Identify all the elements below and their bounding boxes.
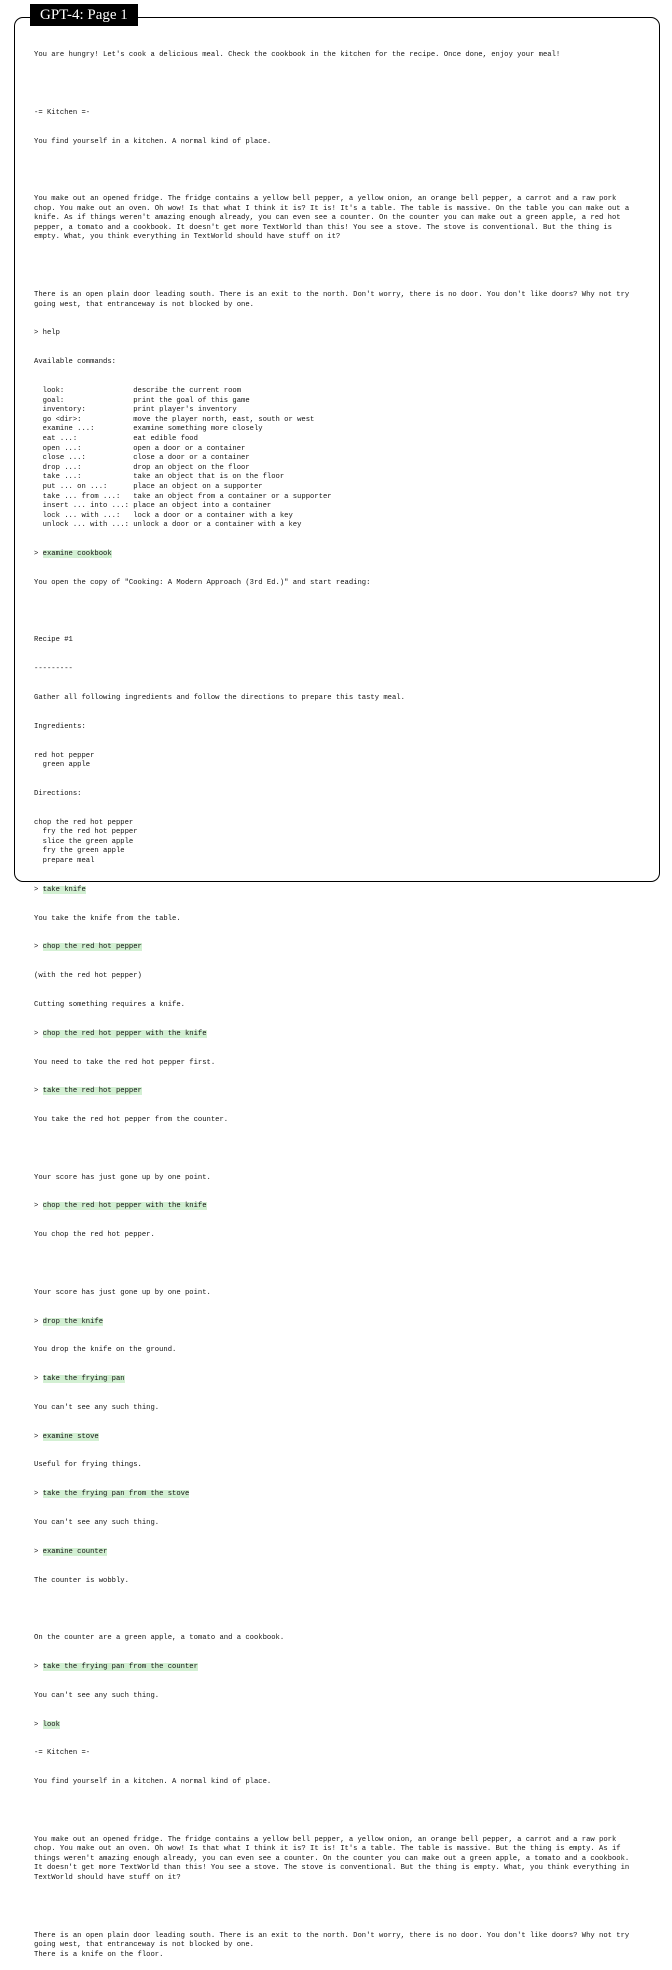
help-commands-list <box>34 387 646 531</box>
command-line: > look <box>34 1720 60 1729</box>
text-line: insert ... into ...: place an object into a container <box>34 502 272 511</box>
ingredients-label: Ingredients: <box>34 722 86 731</box>
response-line: On the counter are a green apple, a tomato and a cookbook. <box>34 1634 285 1643</box>
text-line: TextWorld should have stuff on it? <box>34 1874 181 1882</box>
response-line: You need to take the red hot pepper first. <box>34 1058 216 1067</box>
text-line: inventory: print player's inventory <box>34 406 237 415</box>
text-line: green apple <box>34 761 91 770</box>
command-line: > take the red hot pepper <box>34 1087 142 1096</box>
text-line: chop. You make out an oven. Oh wow! Is that what I think it is? It is! It's a table. The table is massive. On the table you can make out a <box>34 204 630 213</box>
text-line: chop. You make out an oven. Oh wow! Is that what I think it is? It is! It's a table. The table is massive. But the thing is empty. As if <box>34 1845 621 1854</box>
command-line: > take the frying pan from the counter <box>34 1662 198 1671</box>
text-line: red hot pepper <box>34 751 95 760</box>
player-command: examine cookbook <box>42 550 112 559</box>
player-command: take the frying pan from the counter <box>42 1662 198 1671</box>
command-line: > examine stove <box>34 1432 99 1441</box>
response-line: Cutting something requires a knife. <box>34 1000 185 1009</box>
text-line: look: describe the current room <box>34 386 242 395</box>
intro-text: You are hungry! Let's cook a delicious meal. Check the cookbook in the kitchen for the recipe. Once done, enjoy your meal! <box>34 51 561 60</box>
player-command: look <box>42 1720 60 1729</box>
text-line: drop ...: drop an object on the floor <box>34 463 250 472</box>
game-transcript <box>34 32 646 1970</box>
response-line: You open the copy of "Cooking: A Modern Approach (3rd Ed.)" and start reading: <box>34 578 371 587</box>
text-line: pepper, a tomato and a cookbook. It doesn't get more TextWorld than this! You see a stove. The stove is conventional. But the thing is <box>34 223 612 232</box>
player-command: take the frying pan <box>42 1375 125 1384</box>
text-line: There is an open plain door leading south. There is an exit to the north. Don't worry, there is no door. You don't like doors? Why not try <box>34 291 630 300</box>
recipe-rule: --------- <box>34 665 73 674</box>
text-line: empty. What, you think everything in TextWorld should have stuff on it? <box>34 233 341 242</box>
room-line: You find yourself in a kitchen. A normal kind of place. <box>34 137 272 146</box>
recipe-intro: Gather all following ingredients and follow the directions to prepare this tasty meal. <box>34 693 405 702</box>
room-title: -= Kitchen =- <box>34 1749 91 1758</box>
player-command: take knife <box>42 885 86 894</box>
text-line: You make out an opened fridge. The fridge contains a yellow bell pepper, a yellow onion, an orange bell pepper, a carrot and a raw pork <box>34 1835 617 1844</box>
text-line: You make out an opened fridge. The fridge contains a yellow bell pepper, a yellow onion, an orange bell pepper, a carrot and a raw pork <box>34 195 617 204</box>
text-line: unlock ... with ...: unlock a door or a container with a key <box>34 521 302 530</box>
player-command: chop the red hot pepper with the knife <box>42 1202 207 1211</box>
response-line: You can't see any such thing. <box>34 1519 160 1528</box>
text-line: chop the red hot pepper <box>34 818 134 827</box>
response-line: You chop the red hot pepper. <box>34 1231 155 1240</box>
response-line: You can't see any such thing. <box>34 1403 160 1412</box>
command-line: > take the frying pan from the stove <box>34 1490 190 1499</box>
text-line: going west, that entranceway is not blocked by one. <box>34 300 254 309</box>
text-line: take ... from ...: take an object from a container or a supporter <box>34 492 332 501</box>
command-line: > take knife <box>34 885 86 894</box>
text-line: prepare meal <box>34 857 95 866</box>
player-command: take the red hot pepper <box>42 1087 142 1096</box>
command-line: > examine counter <box>34 1547 108 1556</box>
text-line: There is a knife on the floor. <box>34 1950 164 1959</box>
text-line: slice the green apple <box>34 837 134 846</box>
command-line: > chop the red hot pepper with the knife <box>34 1029 207 1038</box>
text-line: put ... on ...: place an object on a supporter <box>34 482 263 491</box>
response-line: You can't see any such thing. <box>34 1691 160 1700</box>
text-line: It doesn't get more TextWorld than this! You see a stove. The stove is conventional. But the thing is empty. What, you think everything in <box>34 1864 630 1873</box>
page-label: GPT-4: Page 1 <box>30 4 138 26</box>
player-command: chop the red hot pepper <box>42 943 142 952</box>
player-command: take the frying pan from the stove <box>42 1490 190 1499</box>
response-line: Useful for frying things. <box>34 1461 142 1470</box>
door-description <box>34 291 646 310</box>
help-command: > help <box>34 329 60 338</box>
score-line: Your score has just gone up by one point. <box>34 1173 211 1182</box>
text-line: things weren't amazing enough already, you can even see a counter. On the counter you can make out a green apple, a tomato and a cookbook. <box>34 1854 630 1863</box>
text-line: fry the green apple <box>34 847 125 856</box>
room-description <box>34 1836 646 1884</box>
player-command: examine counter <box>42 1547 108 1556</box>
player-command: examine stove <box>42 1432 99 1441</box>
response-line: You drop the knife on the ground. <box>34 1346 177 1355</box>
room-line: You find yourself in a kitchen. A normal kind of place. <box>34 1778 272 1787</box>
ingredients-list <box>34 752 646 771</box>
command-line: > take the frying pan <box>34 1375 125 1384</box>
text-line: take ...: take an object that is on the floor <box>34 473 285 482</box>
text-line: going west, that entranceway is not blocked by one. <box>34 1941 254 1950</box>
room-description <box>34 195 646 243</box>
directions-label: Directions: <box>34 789 82 798</box>
text-line: close ...: close a door or a container <box>34 454 250 463</box>
text-line: knife. As if things weren't amazing enough already, you can even see a counter. On the counter you can make out a green apple, a red hot <box>34 214 621 223</box>
text-line: open ...: open a door or a container <box>34 444 246 453</box>
command-line: > drop the knife <box>34 1317 104 1326</box>
text-line: fry the red hot pepper <box>34 828 138 837</box>
player-command: chop the red hot pepper with the knife <box>42 1029 207 1038</box>
player-command: drop the knife <box>42 1317 104 1326</box>
command-line: > chop the red hot pepper with the knife <box>34 1202 207 1211</box>
response-line: You take the red hot pepper from the counter. <box>34 1116 229 1125</box>
help-header: Available commands: <box>34 358 116 367</box>
response-line: (with the red hot pepper) <box>34 972 142 981</box>
command-line: > examine cookbook <box>34 550 112 559</box>
door-description <box>34 1932 646 1961</box>
score-line: Your score has just gone up by one point. <box>34 1288 211 1297</box>
response-line: You take the knife from the table. <box>34 914 181 923</box>
recipe-title: Recipe #1 <box>34 636 73 645</box>
directions-list <box>34 819 646 867</box>
command-line: > chop the red hot pepper <box>34 943 142 952</box>
text-line: goal: print the goal of this game <box>34 396 250 405</box>
text-line: go <dir>: move the player north, east, south or west <box>34 415 315 424</box>
response-line: The counter is wobbly. <box>34 1576 129 1585</box>
text-line: lock ... with ...: lock a door or a container with a key <box>34 511 293 520</box>
room-title: -= Kitchen =- <box>34 108 91 117</box>
text-line: eat ...: eat edible food <box>34 434 198 443</box>
text-line: examine ...: examine something more closely <box>34 425 263 434</box>
text-line: There is an open plain door leading south. There is an exit to the north. Don't worry, there is no door. You don't like doors? Why not try <box>34 1931 630 1940</box>
